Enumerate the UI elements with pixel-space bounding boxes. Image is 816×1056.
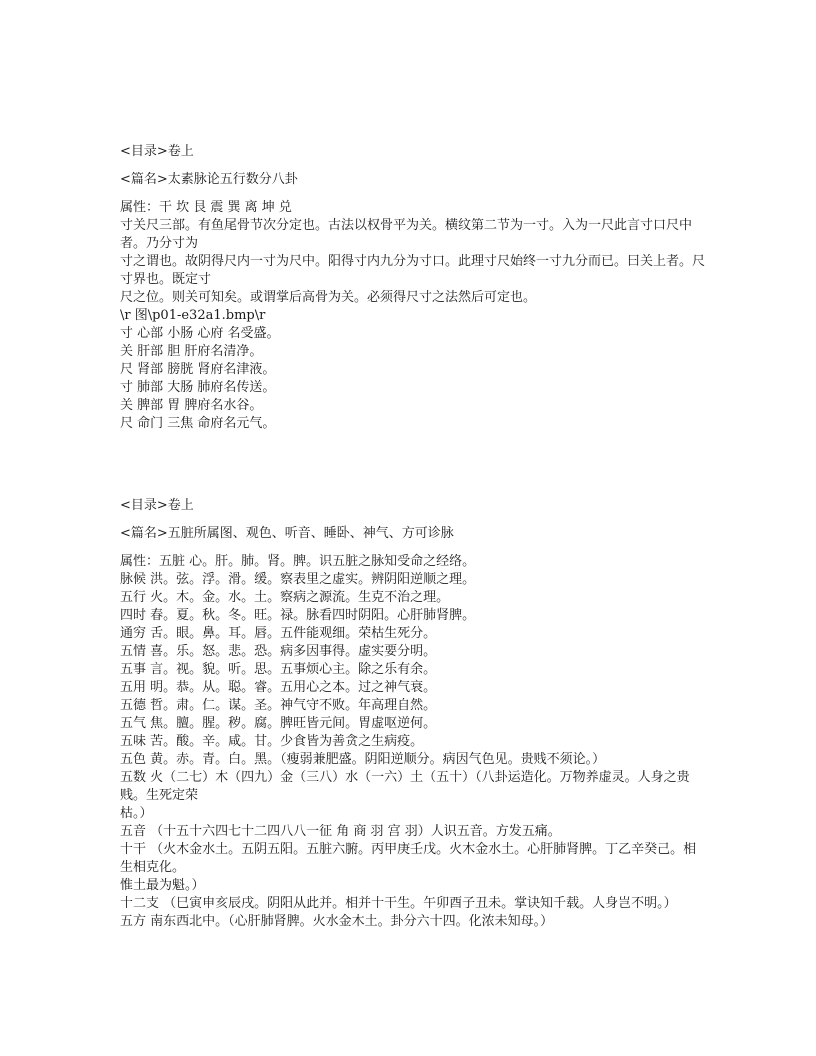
- attribute-line: 属性：干 坎 艮 震 巽 离 坤 兑: [120, 200, 292, 215]
- organ-row: 寸 心部 小肠 心府 名受盛。: [120, 326, 280, 341]
- section-taisu-pulse: [120, 143, 708, 433]
- toc-heading: <目录>卷上: [120, 498, 194, 513]
- image-placeholder-line: \r 图\p01-e32a1.bmp\r: [120, 308, 266, 323]
- chapter-title: <篇名>太素脉论五行数分八卦: [120, 172, 298, 187]
- correspondence-row: 五色 黄。赤。青。白。黑。（瘦弱兼肥盛。阴阳逆顺分。病因气色见。贵贱不须论。）: [120, 752, 606, 767]
- organ-row: 尺 肾部 膀胱 肾府名津液。: [120, 362, 276, 377]
- correspondence-row: 十二支 （巳寅申亥辰戌。阴阳从此并。相并十干生。午卯酉子丑未。掌诀知千载。人身岂不明。）: [120, 896, 677, 911]
- correspondence-row: 脉候 洪。弦。浮。滑。缓。察表里之虚实。辨阴阳逆顺之理。: [120, 572, 476, 587]
- body-text-line: 寸之谓也。故阴得尺内一寸为尺中。阳得寸内九分为寸口。此理寸尺始终一寸九分而已。曰关上者。尺寸界也。既定寸: [120, 254, 706, 287]
- correspondence-row: 五事 言。视。貌。听。思。五事烦心主。除之乐有余。: [120, 662, 437, 677]
- correspondence-row: 五气 焦。膻。腥。秽。腐。脾旺皆元间。胃虚呕逆何。: [120, 716, 437, 731]
- section-five-organs: [120, 497, 708, 931]
- correspondence-row: 五味 苦。酸。辛。咸。甘。少食皆为善贪之生病疫。: [120, 734, 424, 749]
- correspondence-row: 五德 哲。肃。仁。谋。圣。神气守不败。年高理自然。: [120, 698, 437, 713]
- correspondence-row: 十干 （火木金水土。五阴五阳。五脏六腑。丙甲庚壬戊。火木金水土。心肝肺肾脾。丁乙辛癸己。相生相克化。: [120, 842, 697, 875]
- attribute-line: 属性：五脏 心。肝。肺。肾。脾。识五脏之脉知受命之经络。: [120, 554, 476, 569]
- organ-row: 尺 命门 三焦 命府名元气。: [120, 416, 276, 431]
- correspondence-row: 五数 火（二七）木（四九）金（三八）水（一六）土（五十）（八卦运造化。万物养虚灵。人身之贵贱。生死定荣: [120, 770, 690, 803]
- correspondence-row-continuation: 惟土最为魁。）: [120, 878, 205, 893]
- toc-heading: <目录>卷上: [120, 144, 194, 159]
- body-text-line: 尺之位。则关可知矣。或谓掌后高骨为关。必须得尺寸之法然后可定也。: [120, 290, 537, 305]
- correspondence-row: 四时 春。夏。秋。冬。旺。禄。脉看四时阴阳。心肝肺肾脾。: [120, 608, 476, 623]
- correspondence-row: 五用 明。恭。从。聪。睿。五用心之本。过之神气衰。: [120, 680, 437, 695]
- correspondence-row: 五行 火。木。金。水。土。察病之源流。生克不治之理。: [120, 590, 450, 605]
- organ-row: 关 脾部 胃 脾府名水谷。: [120, 398, 263, 413]
- body-text-line: 寸关尺三部。有鱼尾骨节次分定也。古法以权骨平为关。横纹第二节为一寸。入为一尺此言寸口尺中者。乃分寸为: [120, 218, 693, 251]
- organ-row: 关 肝部 胆 肝府名清净。: [120, 344, 263, 359]
- correspondence-row: 五情 喜。乐。怒。悲。恐。病多因事得。虚实要分明。: [120, 644, 437, 659]
- organ-row: 寸 肺部 大肠 肺府名传送。: [120, 380, 276, 395]
- chapter-title: <篇名>五脏所属图、观色、听音、睡卧、神气、方可诊脉: [120, 526, 454, 541]
- correspondence-row: 五方 南东西北中。（心肝肺肾脾。火水金木土。卦分六十四。化浓未知母。）: [120, 914, 554, 929]
- correspondence-row: 通穷 舌。眼。鼻。耳。唇。五件能观细。荣枯生死分。: [120, 626, 437, 641]
- correspondence-row-continuation: 枯。）: [120, 806, 153, 821]
- document-page: [120, 143, 708, 931]
- correspondence-row: 五音 （十五十六四七十二四八八一征 角 商 羽 宫 羽）人识五音。方发五痛。: [120, 824, 561, 839]
